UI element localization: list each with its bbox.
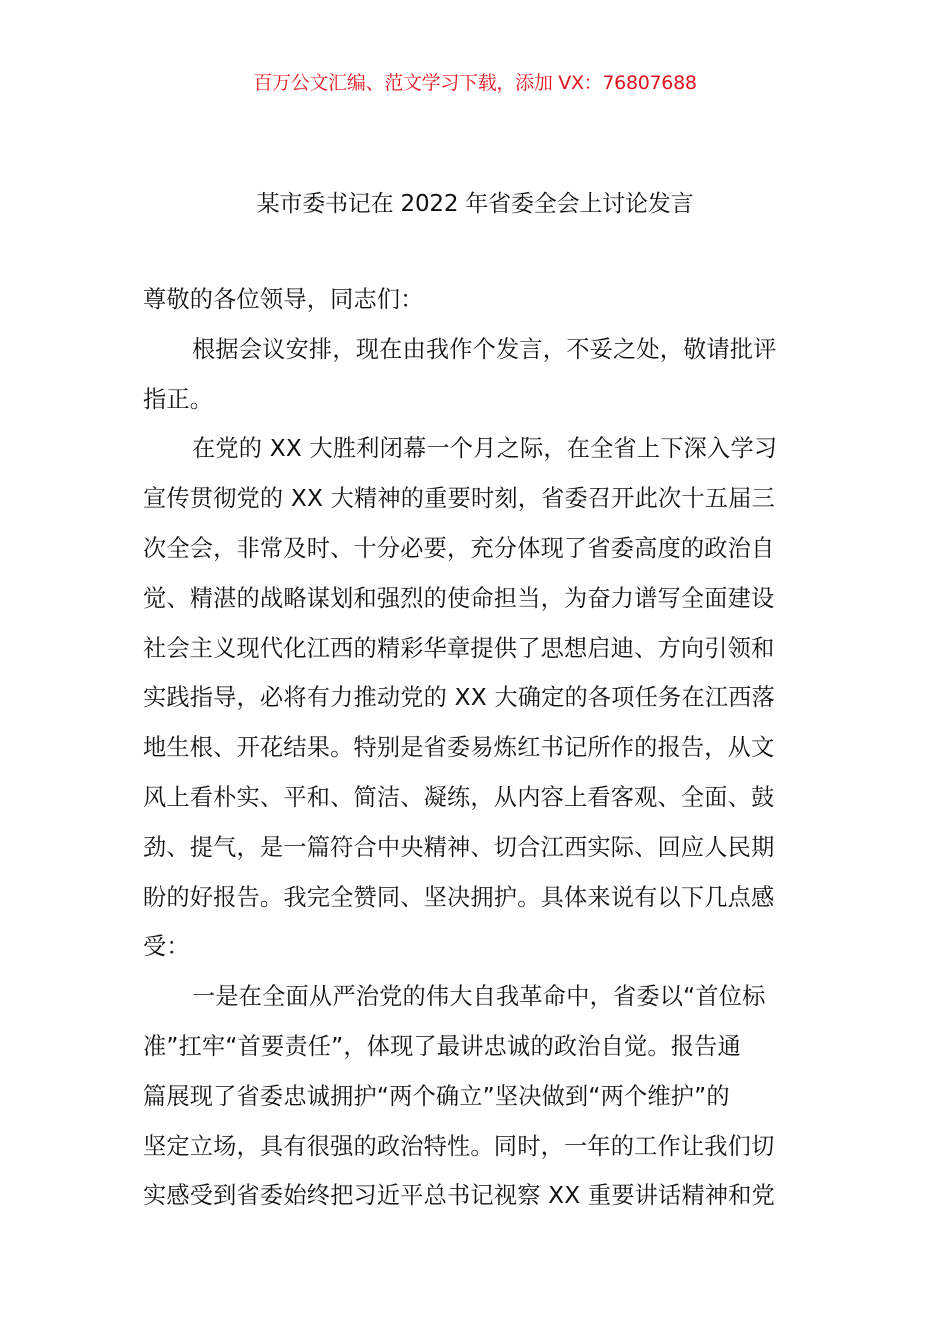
text-line: 风上看朴实、平和、简洁、凝练，从内容上看客观、全面、鼓 — [143, 783, 775, 811]
text-line: 一是在全面从严治党的伟大自我革命中，省委以“首位标 — [192, 983, 766, 1011]
text-line: 受： — [143, 933, 190, 961]
text-line: 实感受到省委始终把习近平总书记视察 XX 重要讲话精神和党 — [143, 1182, 775, 1210]
text-line: 地生根、开花结果。特别是省委易炼红书记所作的报告，从文 — [143, 734, 775, 762]
text-line: 坚定立场，具有很强的政治特性。同时，一年的工作让我们切 — [143, 1132, 775, 1160]
text-line: 准”扛牢“首要责任”，体现了最讲忠诚的政治自觉。报告通 — [143, 1032, 741, 1060]
text-line: 实践指导，必将有力推动党的 XX 大确定的各项任务在江西落 — [143, 684, 775, 712]
document-body — [143, 281, 813, 1227]
text-line: 根据会议安排，现在由我作个发言，不妥之处，敬请批评 — [192, 335, 777, 363]
text-line: 尊敬的各位领导，同志们： — [143, 286, 424, 313]
promo-banner: 百万公文汇编、范文学习下载，添加 VX：76807688 — [253, 72, 697, 94]
text-line: 在党的 XX 大胜利闭幕一个月之际，在全省上下深入学习 — [192, 435, 778, 463]
text-line: 觉、精湛的战略谋划和强烈的使命担当，为奋力谱写全面建设 — [143, 584, 775, 612]
document-title: 某市委书记在 2022 年省委全会上讨论发言 — [256, 191, 694, 217]
text-line: 社会主义现代化江西的精彩华章提供了思想启迪、方向引领和 — [143, 634, 775, 662]
text-line: 次全会，非常及时、十分必要，充分体现了省委高度的政治自 — [143, 534, 775, 562]
text-line: 宣传贯彻党的 XX 大精神的重要时刻，省委召开此次十五届三 — [143, 485, 775, 513]
text-line: 指正。 — [143, 385, 214, 413]
text-line: 劲、提气，是一篇符合中央精神、切合江西实际、回应人民期 — [143, 833, 775, 861]
text-line: 盼的好报告。我完全赞同、坚决拥护。具体来说有以下几点感 — [143, 883, 775, 911]
text-line: 篇展现了省委忠诚拥护“两个确立”坚决做到“两个维护”的 — [143, 1082, 730, 1110]
